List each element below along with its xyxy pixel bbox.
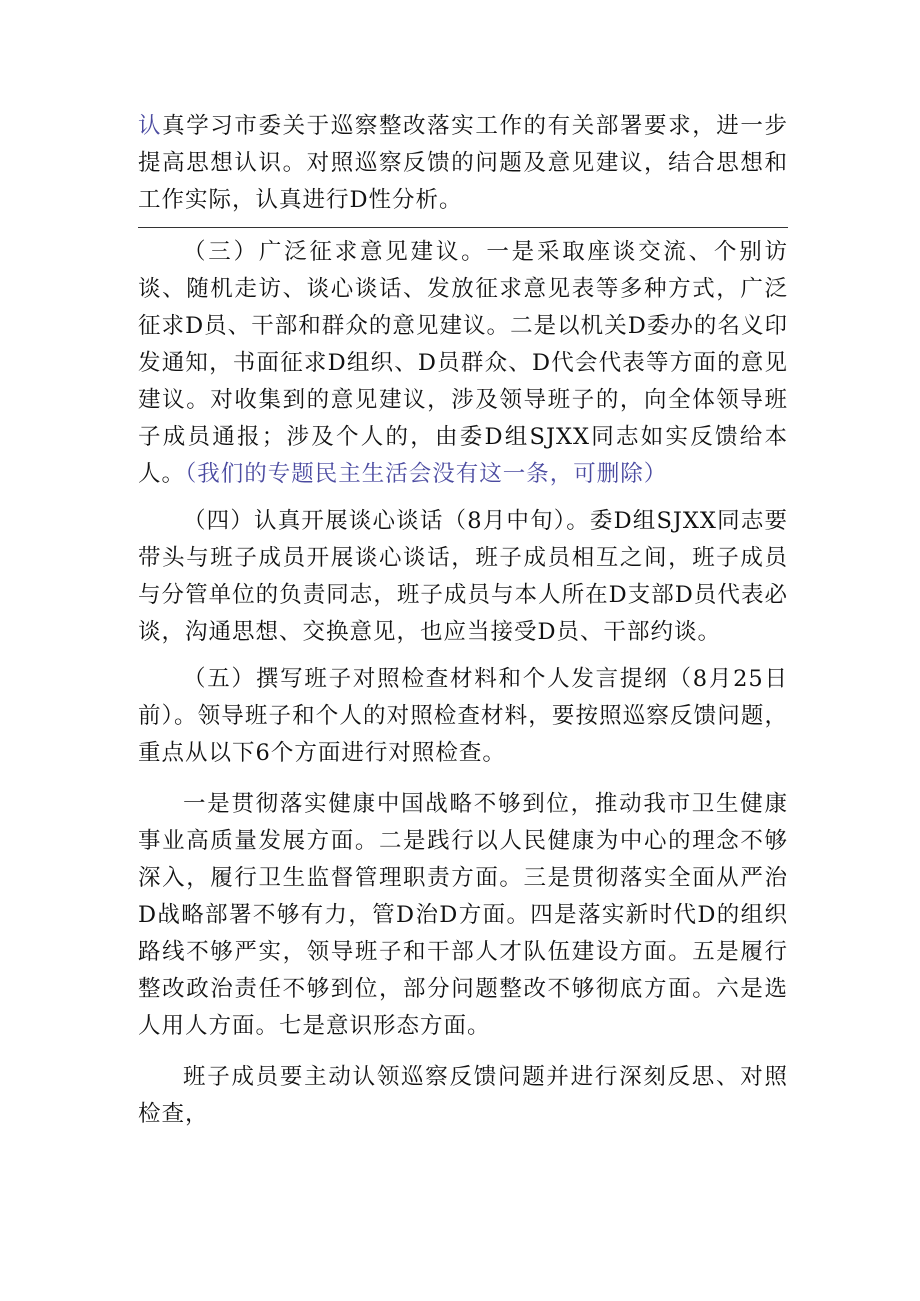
paragraph-inspection-aspects xyxy=(138,786,788,1045)
paragraph-solicit-opinions xyxy=(138,234,788,493)
paragraph-text: （四）认真开展谈心谈话（8月中旬）。委D组SJXX同志要带头与班子成员开展谈心谈话，班子成员相互之间，班子成员与分管单位的负责同志，班子成员与本人所在D支部D员代表必谈，沟通思想、交换意见，也应当接受D员、干部约谈。 xyxy=(138,508,788,645)
paragraph-inspection-materials xyxy=(138,661,788,772)
editor-note: （我们的专题民主生活会没有这一条，可删除） xyxy=(185,461,668,487)
accent-character: 认 xyxy=(138,113,163,139)
paragraph-team-members xyxy=(138,1059,788,1133)
paragraph-text: 一是贯彻落实健康中国战略不够到位，推动我市卫生健康事业高质量发展方面。二是践行以人民健康为中心的理念不够深入，履行卫生监督管理职责方面。三是贯彻落实全面从严治D战略部署不够有力，管D治D方面。四是落实新时代D的组织路线不够严实，领导班子和干部人才队伍建设方面。五是履行整改政治责任不够到位，部分问题整改不够彻底方面。六是选人用人方面。七是意识形态方面。 xyxy=(138,791,788,1039)
paragraph-text: （三）广泛征求意见建议。一是采取座谈交流、个别访谈、随机走访、谈心谈话、发放征求意见表等多种方式，广泛征求D员、干部和群众的意见建议。二是以机关D委办的名义印发通知，书面征求D组织、D员群众、D代会代表等方面的意见建议。对收集到的意见建议，涉及领导班子的，向全体领导班子成员通报；涉及个人的，由委D组SJXX同志如实反馈给本人。 xyxy=(138,239,788,487)
paragraph-gap xyxy=(138,493,788,503)
document-page xyxy=(138,108,788,1133)
paragraph-text: 真学习市委关于巡察整改落实工作的有关部署要求，进一步提高思想认识。对照巡察反馈的问题及意见建议，结合思想和工作实际，认真进行D性分析。 xyxy=(138,113,788,213)
horizontal-divider xyxy=(138,227,788,228)
paragraph-party-analysis xyxy=(138,108,788,219)
paragraph-text: （五）撰写班子对照检查材料和个人发言提纲（8月25日前）。领导班子和个人的对照检查材料，要按照巡察反馈问题，重点从以下6个方面进行对照检查。 xyxy=(138,666,788,766)
paragraph-text: 班子成员要主动认领巡察反馈问题并进行深刻反思、对照检查， xyxy=(138,1064,788,1127)
paragraph-gap xyxy=(138,772,788,786)
paragraph-heart-to-heart-talks xyxy=(138,503,788,651)
paragraph-gap xyxy=(138,651,788,661)
paragraph-gap xyxy=(138,1045,788,1059)
